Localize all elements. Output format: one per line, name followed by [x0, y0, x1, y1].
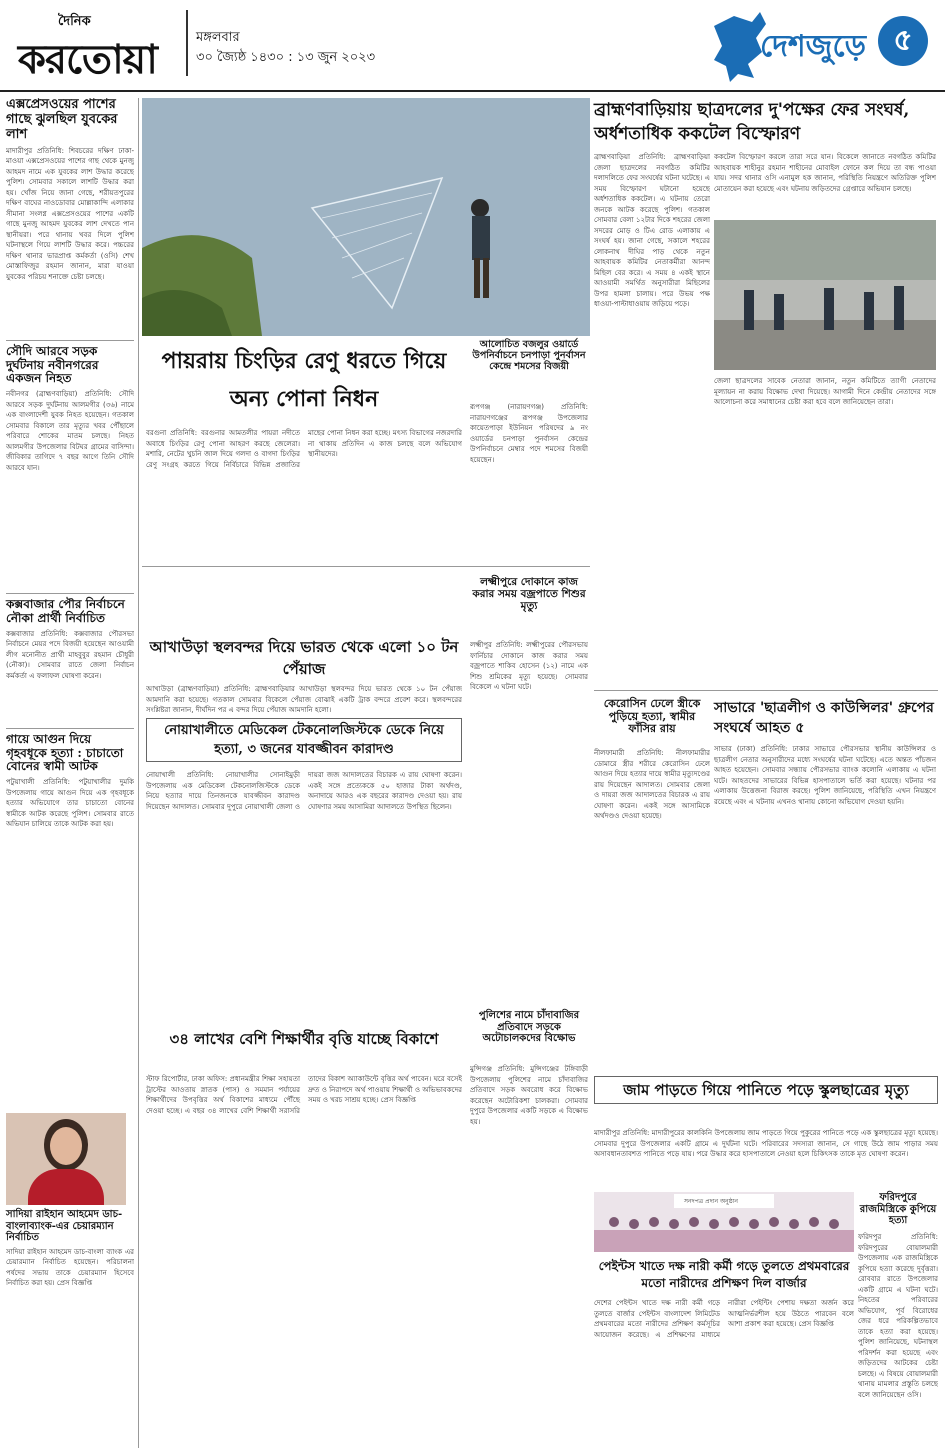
bkash-body: স্টাফ রিপোর্টার, ঢাকা অফিস: প্রধানমন্ত্রীর শিক্ষা সহায়তা ট্রাস্টের আওতায় স্নাতক (পাস) ও সমমান পর্যায়ের শিক্ষার্থীদের উপবৃত্তির অর্থ বিকাশের মাধ্যমে পৌঁছে দেওয়া হচ্ছে। এ বছর ৩৪ লাখের বেশি শিক্ষার্থী সরাসরি তাদের বিকাশ অ্যাকাউন্টে বৃত্তির অর্থ পাবেন। ঘরে বসেই দ্রুত ও নিরাপদে অর্থ পাওয়ায় শিক্ষার্থী ও অভিভাবকদের সময় ও খরচ সাশ্রয় হচ্ছে। প্রেস বিজ্ঞপ্তি: [146, 1075, 462, 1115]
wave-story-body: রূপগঞ্জ (নারায়ণগঞ্জ) প্রতিনিধি: নারায়ণগঞ্জের রূপগঞ্জ উপজেলার কায়েতপাড়া ইউনিয়ন পরিষদের ৯ নং ওয়ার্ডের চনপাড়া পুনর্বাসন কেন্দ্রের উপনির্বাচনে মেম্বার পদে শমসের বিজয়ী হয়েছেন।: [470, 403, 588, 464]
chandabaji-headline: পুলিশের নামে চাঁদাবাজির প্রতিবাদে সড়কে অটোচালকদের বিক্ষোভ: [478, 1010, 580, 1044]
faridpur-headline: ফরিদপুরে রাজমিস্ত্রিকে কুপিয়ে হত্যা: [859, 1192, 937, 1226]
brand-daily: দৈনিক: [58, 14, 91, 29]
story-expressway-body: মাদারীপুর প্রতিনিধি: শিবচরের দক্ষিণ ঢাকা-মাওয়া এক্সপ্রেসওয়ের পাশের গাছ থেকে মুনজু আহমদ নামে এক যুবকের লাশ উদ্ধার করেছে পুলিশ। সোমবার সকালে লাশটি উদ্ধার করা হয়। খোঁজ নিয়ে জানা গেছে, শরীয়তপুরের দক্ষিণ বাঘের নাওডোবার মোল্লাকান্দি এলাকার সীমানা সংলগ্ন এক্সপ্রেসওয়ের পাশের একটি গাছে মুনজু আহমদ যুবকের লাশ দেখতে পান স্থানীয়রা। পরে থানায় খবর দিলে পুলিশ ঘটনাস্থলে গিয়ে লাশটি উদ্ধার করে। পচ্চরের দক্ষিণ থানার ভারপ্রাপ্ত কর্মকর্তা (ওসি) শেখ মোস্তাফিজুর রহমান জানান, মারা যাওয়া যুবকের পরিচয় শনাক্তে চেষ্টা চলছে।: [6, 146, 134, 281]
story-saudi-body: নবীনগর (ব্রাহ্মণবাড়িয়া) প্রতিনিধি: সৌদি আরবে সড়ক দুর্ঘটনায় আলমগীর (৩৬) নামে এক বাংলাদেশী যুবক নিহত হয়েছেন। গতকাল সোমবার বিকালে তার মৃত্যুর খবর পৌঁছালে পরিবারে শোকের মাতম চলছে। নিহত আলমগীর উপজেলার বিটঘর গ্রামের বাসিন্দা। জীবিকার তাগিদে ৭ বছর আগে তিনি সৌদি আরবে যান।: [6, 390, 134, 472]
masthead: [0, 0, 945, 92]
brahmanbaria-headline: ব্রাহ্মণবাড়িয়ায় ছাত্রদলের দু'পক্ষের ফের সংঘর্ষ, অর্ধশতাধিক ককটেল বিস্ফোরণ: [594, 100, 910, 144]
brahmanbaria-photo-police: [714, 220, 936, 370]
lead-photo-fishing-net: [142, 98, 590, 336]
masthead-divider: [186, 10, 188, 76]
lead-body: বরগুনা প্রতিনিধি: বরগুনার আমতলীর পায়রা নদীতে অবাধে চিংড়ির রেণু পোনা আহরণ করছে জেলেরা। মশারি, নেটের খুচনি জাল দিয়ে গলদা ও বাগদা চিংড়ির রেণু সংগ্রহ করতে গিয়ে নির্বিচারে বিভিন্ন প্রজাতির মাছের পোনা নিধন করা হচ্ছে। মৎস্য বিভাগের নজরদারি না থাকায় প্রতিদিন এ কাজ চলছে বলে অভিযোগ স্থানীয়দের।: [146, 429, 462, 469]
story-saudi-headline: সৌদি আরবে সড়ক দুর্ঘটনায় নবীনগরের একজন নিহত: [6, 343, 99, 386]
chandabaji-body: মুন্সিগঞ্জ প্রতিনিধি: মুন্সিগঞ্জের টঙ্গিবাড়ী উপজেলায় পুলিশের নামে চাঁদাবাজির প্রতিবাদে সড়ক অবরোধ করে বিক্ষোভ করেছেন অটোরিকশা চালকরা। সোমবার দুপুরে উপজেলার একটি সড়কে এ বিক্ষোভ হয়।: [470, 1065, 588, 1126]
divider: [594, 690, 938, 691]
issue-day: মঙ্গলবার: [196, 30, 240, 45]
story-patuakhali-body: পটুয়াখালী প্রতিনিধি: পটুয়াখালীর দুমকি উপজেলায় গায়ে আগুন দিয়ে এক গৃহবধূকে হত্যার অভিযোগে তার চাচাতো বোনের স্বামীকে আটক করেছে পুলিশ। সোমবার রাতে অভিযান চালিয়ে তাকে আটক করা হয়।: [6, 778, 134, 829]
onion-body: আখাউড়া (ব্রাহ্মণবাড়িয়া) প্রতিনিধি: ব্রাহ্মণবাড়িয়ার আখাউড়া স্থলবন্দর দিয়ে ভারত থেকে ১০ টন পেঁয়াজ আমদানি করা হয়েছে। গতকাল সোমবার বিকেলে পেঁয়াজ বোঝাই একটি ট্রাক বন্দরে প্রবেশ করে। স্থলবন্দরের সংশ্লিষ্টরা জানান, দীর্ঘদিন পর এ বন্দর দিয়ে পেঁয়াজ আমদানি হলো।: [146, 685, 462, 714]
lakshmipur-headline: লক্ষ্মীপুরে দোকানে কাজ করার সময় বজ্রপাতে শিশুর মৃত্যু: [472, 576, 586, 613]
story-patuakhali-headline: গায়ে আগুন দিয়ে গৃহবধূকে হত্যা : চাচাতো বোনের স্বামী আটক: [6, 731, 124, 774]
berger-photo-group: [594, 1192, 854, 1252]
noakhali-body: নোয়াখালী প্রতিনিধি: নোয়াখালীর সোনাইমুড়ী উপজেলায় এক মেডিকেল টেকনোলজিস্টকে ডেকে নিয়ে হত্যার দায়ে তিনজনকে যাবজ্জীবন কারাদণ্ড দিয়েছেন আদালত। সোমবার দুপুরে নোয়াখালী জেলা ও দায়রা জজ আদালতের বিচারক এ রায় ঘোষণা করেন। একই সঙ্গে প্রত্যেককে ৫০ হাজার টাকা অর্থদণ্ড, অনাদায়ে আরও এক বছরের কারাদণ্ড দেওয়া হয়। রায় ঘোষণার সময় আসামিরা আদালতে উপস্থিত ছিলেন।: [146, 771, 462, 811]
onion-headline: আখাউড়া স্থলবন্দর দিয়ে ভারত থেকে এলো ১০ টন পেঁয়াজ: [149, 638, 459, 678]
lead-headline: পায়রায় চিংড়ির রেণু ধরতে গিয়ে অন্য পোনা নিধন: [161, 348, 447, 412]
column-rule: [138, 98, 139, 1448]
brahmanbaria-photo-illustration: [714, 220, 936, 370]
story-coxsbazar-headline: কক্সবাজার পৌর নির্বাচনে নৌকা প্রার্থী নির্বাচিত: [6, 597, 125, 625]
lead-photo-illustration: [142, 98, 590, 336]
brahmanbaria-body-3: জেলা ছাত্রদলের সাবেক নেতারা জানান, নতুন কমিটিতে ত্যাগী নেতাদের মূল্যায়ন না করায় বিক্ষোভ দেখা দিয়েছে। আগামী দিনে কেন্দ্রীয় নেতাদের সঙ্গে আলোচনা করে সমাধানের চেষ্টা করা হবে বলে জানিয়েছেন তারা।: [714, 377, 936, 406]
lakshmipur-body: লক্ষ্মীপুর প্রতিনিধি: লক্ষ্মীপুরের পৌরসভায় ফার্নিচার দোকানে কাজ করার সময় বজ্রপাতে শাকিব হোসেন (১২) নামে এক শিশু শ্রমিকের মৃত্যু হয়েছে। সোমবার বিকেলে এ ঘটনা ঘটে।: [470, 641, 588, 691]
savar-body: সাভার (ঢাকা) প্রতিনিধি: ঢাকার সাভারে পৌরসভার স্থানীয় কাউন্সিলর ও ছাত্রলীগ নেতার অনুসারীদের মধ্যে সংঘর্ষের ঘটনা ঘটেছে। এতে অন্তত পাঁচজন আহত হয়েছেন। সোমবার সন্ধ্যায় পৌরসভার ব্যাংক কলোনি এলাকায় এ ঘটনা ঘটে। আহতদের সাভারের বিভিন্ন হাসপাতালে ভর্তি করা হয়েছে। ঘটনার পর এলাকায় উত্তেজনা বিরাজ করছে। পুলিশ জানিয়েছে, পরিস্থিতি এখন নিয়ন্ত্রণে রয়েছে এবং এ ঘটনায় এখনও থানায় কোনো অভিযোগ দেওয়া হয়নি।: [714, 745, 936, 806]
brahmanbaria-body: ব্রাহ্মণবাড়িয়া প্রতিনিধি: ব্রাহ্মণবাড়িয়া জেলা ছাত্রদলের নবগঠিত কমিটির দলাদলিতে ফের সংঘর্ষের ঘটনা ঘটেছে। এ সময় বিস্ফোরণ ঘটানো হয়েছে অর্ধশতাধিক ককটেল। এ ঘটনায় তেরো জনকে আটক করেছে পুলিশ। গতকাল সোমবার বেলা ১২টার দিকে শহরের জেলা সদরের মোড় ও টিএ রোড এলাকায় এ সংঘর্ষ হয়। জানা গেছে, সকালে শহরের লোকনাথ দীঘির পাড় থেকে নতুন আহবায়ক কমিটির নেতাকর্মীরা আনন্দ মিছিল বের করে। এ সময় ৪ একই স্থানে আওয়ামী সমর্থিত অনুসারীরা মিছিলের উপর হামলা চালায়। পরে উভয় পক্ষ ধাওয়া-পাল্টাধাওয়ায় জড়িয়ে পড়ে।: [594, 153, 710, 308]
left-column: [6, 98, 134, 1448]
wave-story-headline: আলোচিত বজলুর ওয়ার্ডে উপনির্বাচনে চনপাড়া পুনর্বাসন কেন্দ্রে শমসের বিজয়ী: [472, 339, 586, 372]
story-coxsbazar-body: কক্সবাজার প্রতিনিধি: কক্সবাজার পৌরসভা নির্বাচনে মেয়র পদে বিজয়ী হয়েছেন আওয়ামী লীগ মনোনীত প্রার্থী মাহবুবুর রহমান চৌধুরী (নৌকা)। সোমবার রাতে জেলা নির্বাচন কর্মকর্তা এ ফলাফল ঘোষণা করেন।: [6, 629, 134, 680]
student-body: মাদারীপুর প্রতিনিধি: মাদারীপুরের কালকিনি উপজেলায় জাম পাড়তে গিয়ে পুকুরের পানিতে পড়ে এক স্কুলছাত্রের মৃত্যু হয়েছে। সোমবার দুপুরে উপজেলার একটি গ্রামে এ দুর্ঘটনা ঘটে। পরিবারের সদস্যরা জানান, সে গাছে উঠে জাম পাড়ার সময় অসাবধানতাবশত পানিতে পড়ে যায়। পরে উদ্ধার করে হাসপাতালে নেওয়া হলে চিকিৎসক তাকে মৃত ঘোষণা করেন।: [594, 1129, 938, 1158]
bkash-headline: ৩৪ লাখের বেশি শিক্ষার্থীর বৃত্তি যাচ্ছে বিকাশে: [169, 1030, 439, 1048]
berger-body: দেশের পেইন্টস খাতে দক্ষ নারী কর্মী গড়ে তুলতে বার্জার পেইন্টস বাংলাদেশ লিমিটেড প্রথমবারের মতো নারীদের প্রশিক্ষণ কর্মসূচির আয়োজন করেছে। এ প্রশিক্ষণের মাধ্যমে নারীরা পেইন্টিং পেশায় দক্ষতা অর্জন করে আত্মনির্ভরশীল হয়ে উঠতে পারবেন বলে আশা প্রকাশ করা হয়েছে। প্রেস বিজ্ঞপ্তি: [594, 1299, 854, 1339]
faridpur-body: ফরিদপুর প্রতিনিধি: ফরিদপুরের বোয়ালমারী উপজেলায় এক রাজমিস্ত্রিকে কুপিয়ে হত্যা করেছে দুর্বৃত্তরা। রোববার রাতে উপজেলার একটি গ্রামে এ ঘটনা ঘটে। নিহতের পরিবারের অভিযোগ, পূর্ব বিরোধের জের ধরে পরিকল্পিতভাবে তাকে হত্যা করা হয়েছে। পুলিশ জানিয়েছে, ঘটনাস্থল পরিদর্শন করা হয়েছে এবং জড়িতদের আটকের চেষ্টা চলছে। এ বিষয়ে বোয়ালমারী থানায় মামলার প্রস্তুতি চলছে বলে জানিয়েছেন ওসি।: [858, 1233, 938, 1399]
noakhali-headline: নোয়াখালীতে মেডিকেল টেকনোলজিস্টকে ডেকে নিয়ে হত্যা, ৩ জনের যাবজ্জীবন কারাদণ্ড: [146, 718, 462, 762]
berger-headline: পেইন্টস খাতে দক্ষ নারী কর্মী গড়ে তুলতে প্রথমবারের মতো নারীদের প্রশিক্ষণ দিল বার্জার: [598, 1259, 850, 1290]
page-number: ৫: [878, 16, 928, 66]
kerosene-body: নীলফামারী প্রতিনিধি: নীলফামারীর ডোমারে স্ত্রীর শরীরে কেরোসিন ঢেলে আগুন দিয়ে হত্যার দায়ে স্বামীর মৃত্যুদণ্ডের রায় দিয়েছেন আদালত। সোমবার জেলা ও দায়রা জজ আদালতের বিচারক এ রায় ঘোষণা করেন। একই সঙ্গে আসামিকে অর্থদণ্ডও দেওয়া হয়েছে।: [594, 749, 710, 820]
brahmanbaria-body-2: ককটেল বিস্ফোরণ করলে তারা সরে যান। বিকেলে জানাতে নবগঠিত কমিটির আহবায়ক শাহীনুর রহমান শাহীনের মোবাইল ফোনে কল দিয়ে তা বন্ধ পাওয়া যায়। সদর থানার ওসি এনামুল হক জানান, পরিস্থিতি নিয়ন্ত্রণে অতিরিক্ত পুলিশ মোতায়েন করা হয়েছে এবং ঘটনায় জড়িতদের গ্রেপ্তারে অভিযান চলছে।: [714, 153, 936, 193]
portrait-body: সাদিয়া রাইহান আহমেদ ডাচ-বাংলা ব্যাংক এর চেয়ারম্যান নির্বাচিত হয়েছেন। পরিচালনা পর্ষদের সভায় তাকে চেয়ারম্যান হিসেবে নির্বাচিত করা হয়। প্রেস বিজ্ঞপ্তি: [6, 1247, 134, 1288]
portrait-caption: সাদিয়া রাইহান আহমেদ ডাচ-বাংলাব্যাংক-এর চেয়ারম্যান নির্বাচিত: [6, 1209, 123, 1244]
student-headline: জাম পাড়তে গিয়ে পানিতে পড়ে স্কুলছাত্রের মৃত্যু: [594, 1076, 938, 1104]
divider: [142, 566, 590, 567]
portrait-photo: [6, 1113, 126, 1205]
newspaper-logo: করতোয়া: [18, 36, 157, 83]
divider: [6, 728, 134, 729]
section-title: দেশজুড়ে: [760, 29, 866, 64]
kerosene-headline: কেরোসিন ঢেলে স্ত্রীকে পুড়িয়ে হত্যা, স্বামীর ফাঁসির রায়: [603, 697, 701, 736]
savar-headline: সাভারে 'ছাত্রলীগ ও কাউন্সিলর' গ্রুপের সংঘর্ষে আহত ৫: [714, 700, 934, 736]
story-expressway-headline: এক্সপ্রেসওয়ের পাশের গাছে ঝুলছিল যুবকের লাশ: [6, 97, 118, 142]
berger-banner: সনদপত্র প্রদান অনুষ্ঠান: [684, 1198, 738, 1205]
divider: [6, 593, 134, 594]
issue-date: ৩০ জ্যৈষ্ঠ ১৪৩০ : ১৩ জুন ২০২৩: [196, 50, 376, 65]
divider: [6, 340, 134, 341]
